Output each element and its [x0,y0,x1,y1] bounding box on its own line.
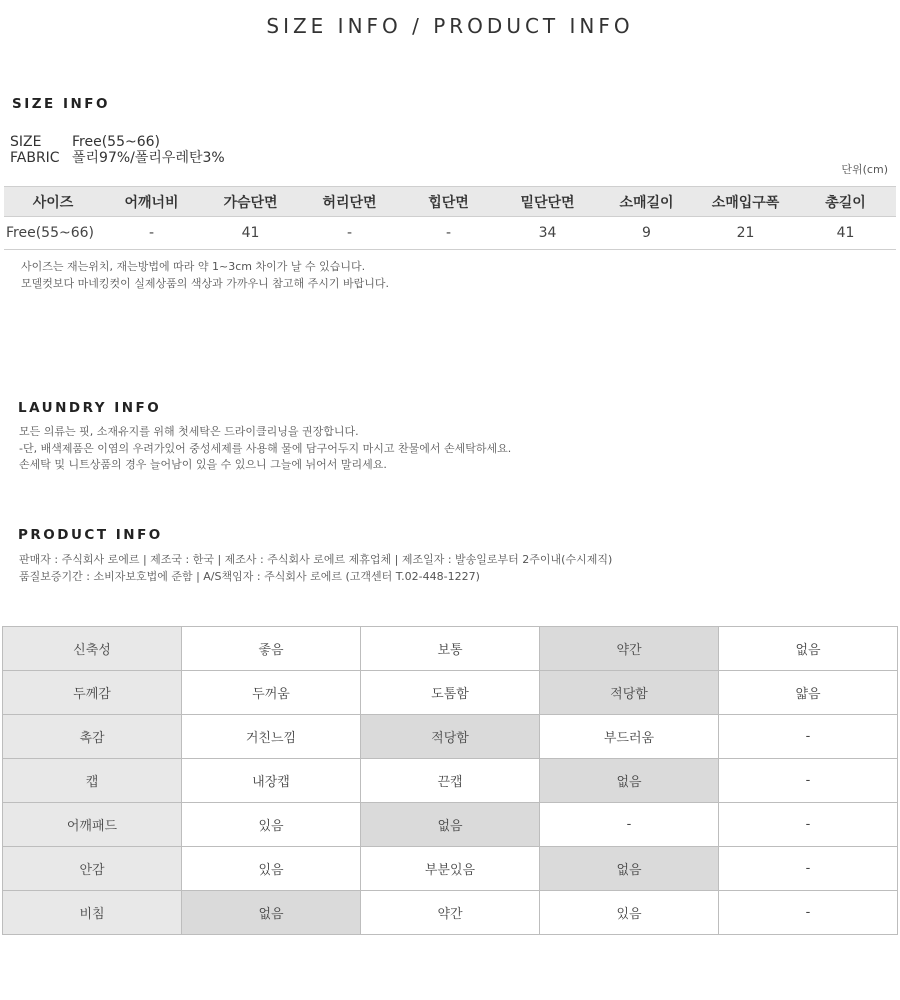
property-option: - [540,803,719,847]
property-option: 좋음 [182,627,361,671]
laundry-line: -단, 배색제품은 이염의 우려가있어 중성세제를 사용해 물에 담구어두지 마시고 찬물에서 손세탁하세요. [19,441,512,455]
property-option: 약간 [361,891,540,935]
size-meta [10,134,225,166]
property-option: - [719,891,898,935]
size-table-header-row [4,187,896,217]
property-option-selected: 없음 [182,891,361,935]
property-option: 있음 [182,847,361,891]
property-row [3,627,898,671]
property-row [3,715,898,759]
size-row [10,134,225,150]
size-table-header: 힙단면 [399,187,498,217]
property-option: - [719,759,898,803]
size-table-cell: 41 [201,217,300,250]
properties-table-body [3,627,898,935]
size-table-cell: 9 [597,217,696,250]
property-option: 얇음 [719,671,898,715]
size-notes [21,259,389,292]
size-table-cell: Free(55~66) [4,217,102,250]
properties-table [2,626,898,935]
product-line: 품질보증기간 : 소비자보호법에 준함 | A/S책임자 : 주식회사 로에르 (고객센터 T.02-448-1227) [19,569,480,583]
property-option: 끈캡 [361,759,540,803]
size-table-header: 총길이 [795,187,896,217]
size-table-row [4,217,896,250]
property-option-selected: 적당함 [361,715,540,759]
property-option: 없음 [719,627,898,671]
property-option-selected: 약간 [540,627,719,671]
unit-label: 단위(cm) [841,163,888,176]
size-note: 모델컷보다 마네킹컷이 실제상품의 색상과 가까우니 참고해 주시기 바랍니다. [21,276,390,290]
size-table-header: 가슴단면 [201,187,300,217]
product-info-title: PRODUCT INFO [18,527,163,543]
laundry-notes [19,424,511,474]
property-option: 두꺼움 [182,671,361,715]
size-info-title: SIZE INFO [12,96,110,112]
laundry-line: 손세탁 및 니트상품의 경우 늘어남이 있을 수 있으니 그늘에 뉘어서 말리세요. [19,458,387,471]
property-option: 부드러움 [540,715,719,759]
size-table-header: 사이즈 [4,187,102,217]
property-option: 내장캡 [182,759,361,803]
property-option: 거친느낌 [182,715,361,759]
size-value: Free(55~66) [72,134,160,150]
property-label: 어깨패드 [3,803,182,847]
property-option: - [719,847,898,891]
property-option: 있음 [182,803,361,847]
property-option: - [719,803,898,847]
property-option: 보통 [361,627,540,671]
property-label: 캡 [3,759,182,803]
size-table-header: 소매길이 [597,187,696,217]
fabric-value: 폴리97%/폴리우레탄3% [72,150,225,166]
property-row [3,759,898,803]
property-option-selected: 없음 [540,759,719,803]
fabric-label: FABRIC [10,150,60,166]
property-row [3,847,898,891]
product-line: 판매자 : 주식회사 로에르 | 제조국 : 한국 | 제조사 : 주식회사 로에르 제휴업체 | 제조일자 : 발송일로부터 2주이내(수시제직) [19,553,613,566]
property-label: 비침 [3,891,182,935]
property-label: 두께감 [3,671,182,715]
property-row [3,671,898,715]
property-option-selected: 없음 [361,803,540,847]
property-label: 안감 [3,847,182,891]
size-table-header: 허리단면 [300,187,399,217]
property-option-selected: 없음 [540,847,719,891]
property-option: 부분있음 [361,847,540,891]
property-option-selected: 적당함 [540,671,719,715]
size-table-cell: 41 [795,217,896,250]
size-table-cell: 21 [696,217,795,250]
property-option: 도톰함 [361,671,540,715]
property-label: 신축성 [3,627,182,671]
size-table [4,186,896,250]
size-table-cell: 34 [498,217,597,250]
size-table-header: 밑단단면 [498,187,597,217]
size-label: SIZE [10,134,42,150]
laundry-line: 모든 의류는 핏, 소재유지를 위해 첫세탁은 드라이클리닝을 권장합니다. [19,425,359,438]
fabric-row [10,150,225,166]
size-table-cell: - [102,217,201,250]
size-table-cell: - [300,217,399,250]
property-label: 촉감 [3,715,182,759]
page-header-title: SIZE INFO / PRODUCT INFO [266,14,634,38]
size-table-cell: - [399,217,498,250]
property-row [3,803,898,847]
property-option: - [719,715,898,759]
size-table-header: 소매입구폭 [696,187,795,217]
property-option: 있음 [540,891,719,935]
size-note: 사이즈는 재는위치, 재는방법에 따라 약 1~3cm 차이가 날 수 있습니다. [21,260,366,273]
product-notes [19,552,612,585]
size-table-header: 어깨너비 [102,187,201,217]
laundry-info-title: LAUNDRY INFO [18,400,162,416]
property-row [3,891,898,935]
